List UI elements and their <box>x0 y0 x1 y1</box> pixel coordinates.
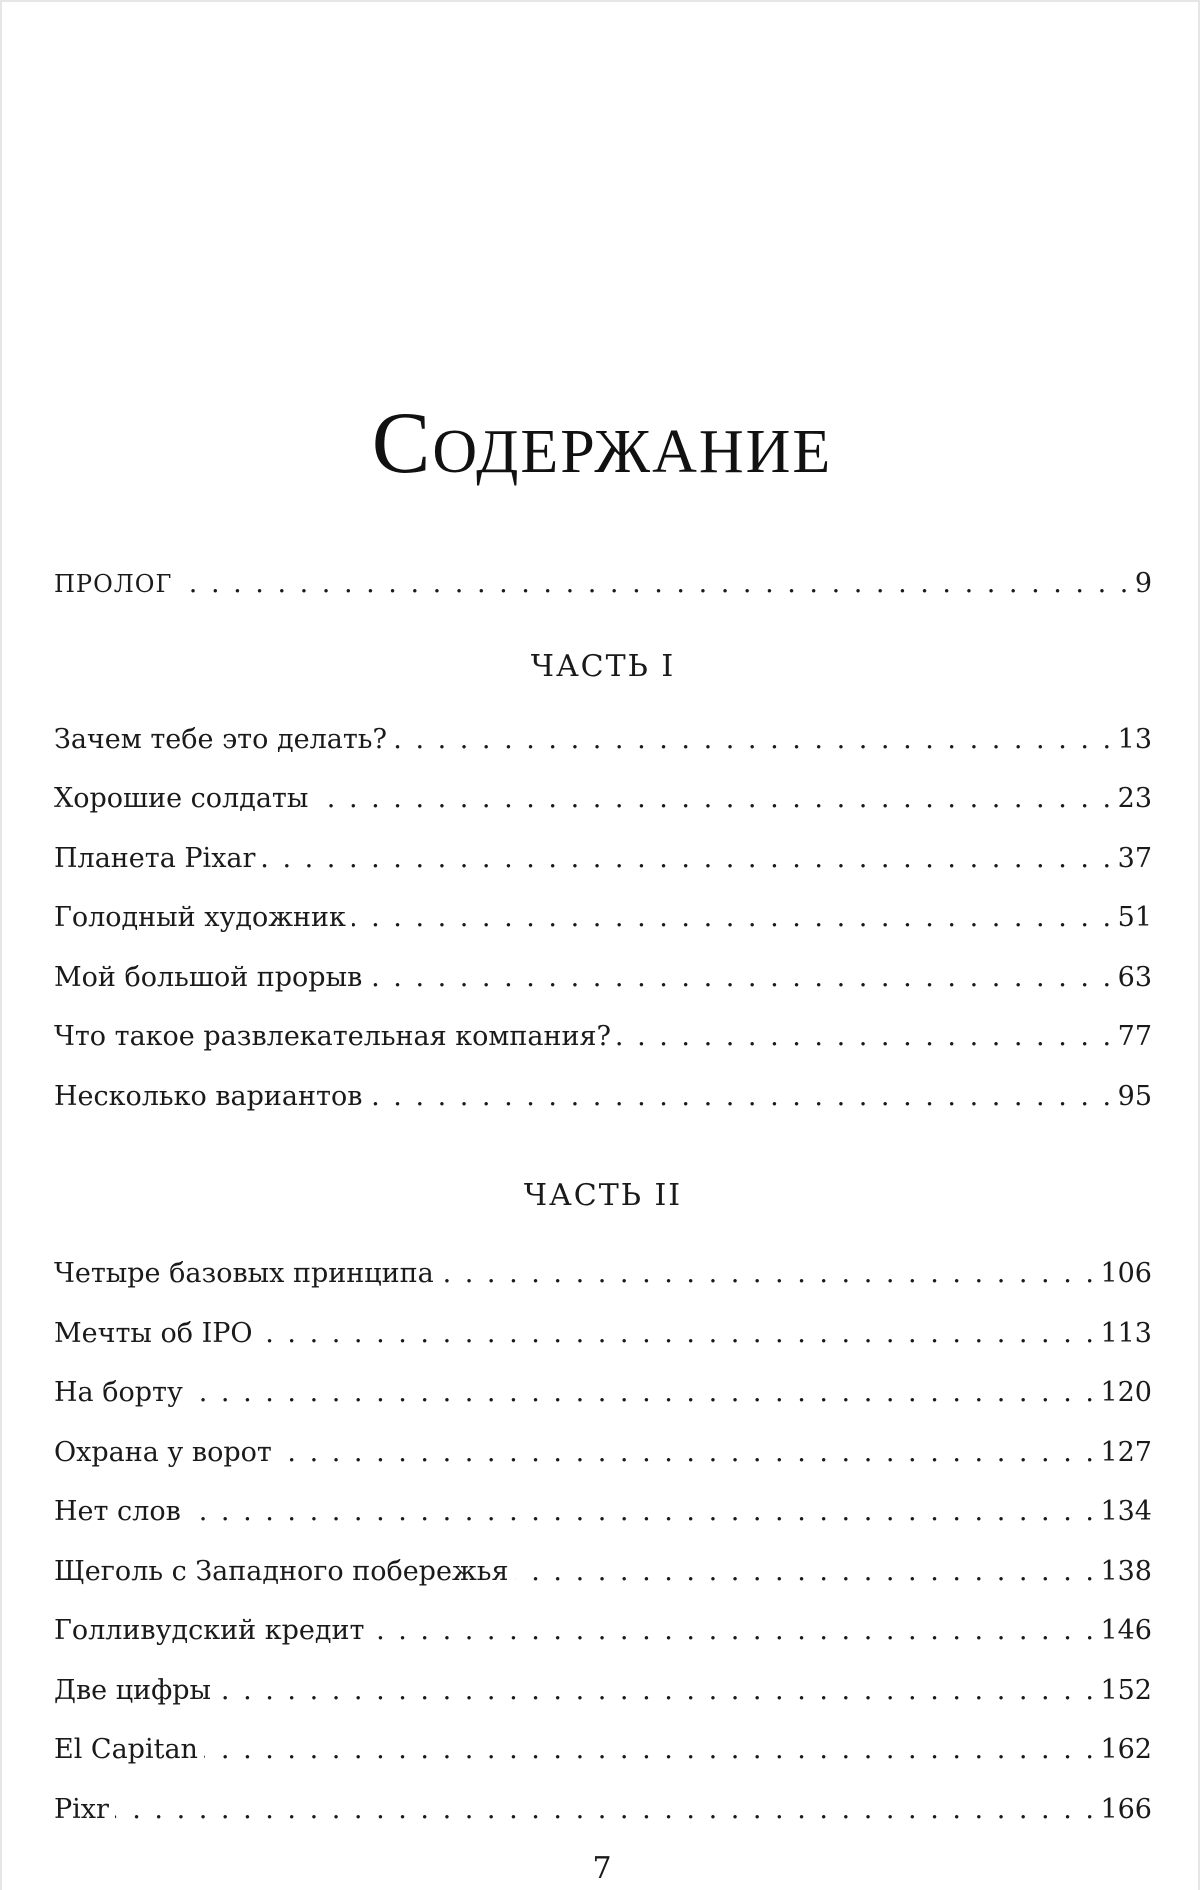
page-number: 7 <box>592 1851 612 1886</box>
toc-entry-page: 120 <box>1096 1379 1152 1406</box>
toc-entry[interactable] <box>54 1304 1152 1364</box>
dot-leader <box>368 964 1113 991</box>
toc-entry-page: 95 <box>1114 1083 1152 1110</box>
toc-entry-page: 152 <box>1096 1677 1152 1704</box>
dot-leader <box>515 1558 1097 1585</box>
dot-leader <box>261 845 1113 872</box>
dot-leader <box>393 726 1114 753</box>
toc-entry-label: Мечты об IPO <box>54 1320 259 1347</box>
dot-leader <box>178 570 1130 597</box>
toc-entry-label: Мой большой прорыв <box>54 964 368 991</box>
toc-entry-page: 146 <box>1096 1617 1152 1644</box>
toc-entry-label: Нет слов <box>54 1498 187 1525</box>
dot-leader <box>440 1260 1097 1287</box>
toc-entry[interactable] <box>54 1482 1152 1542</box>
toc-entry-label: Четыре базовых принципа <box>54 1260 440 1287</box>
dot-leader <box>217 1677 1096 1704</box>
toc-entry-label: Голодный художник <box>54 904 352 931</box>
toc-entry-label: Охрана у ворот <box>54 1439 278 1466</box>
toc-entry-page: 127 <box>1096 1439 1152 1466</box>
toc-entry-page: 13 <box>1114 726 1152 753</box>
toc-entry-page: 138 <box>1096 1558 1152 1585</box>
toc-entry[interactable] <box>54 1363 1152 1423</box>
toc-entry-label: El Capitan <box>54 1736 204 1763</box>
toc-entry-page: 63 <box>1114 964 1152 991</box>
dot-leader <box>368 1083 1113 1110</box>
table-of-contents <box>54 554 1152 1839</box>
toc-entry-label: Несколько вариантов <box>54 1083 368 1110</box>
dot-leader <box>617 1023 1114 1050</box>
dot-leader <box>278 1439 1097 1466</box>
page-title: Содержание <box>371 395 833 492</box>
toc-entry-page: 106 <box>1096 1260 1152 1287</box>
toc-entry[interactable] <box>54 829 1152 889</box>
dot-leader <box>259 1320 1097 1347</box>
dot-leader <box>352 904 1114 931</box>
toc-entry-label: Pixr <box>54 1796 115 1823</box>
toc-entry-page: 134 <box>1096 1498 1152 1525</box>
toc-entry-label: На борту <box>54 1379 189 1406</box>
dot-leader <box>189 1379 1097 1406</box>
toc-entry-label: Зачем тебе это делать? <box>54 726 393 753</box>
dot-leader <box>115 1796 1097 1823</box>
toc-entry[interactable] <box>54 769 1152 829</box>
toc-entry-page: 51 <box>1114 904 1152 931</box>
toc-entry-page: 37 <box>1114 845 1152 872</box>
toc-entry-label: Хорошие солдаты <box>54 785 314 812</box>
dot-leader <box>370 1617 1096 1644</box>
toc-entry-label: ПРОЛОГ <box>54 572 178 596</box>
toc-entry[interactable] <box>54 948 1152 1008</box>
toc-entry-page: 162 <box>1096 1736 1152 1763</box>
toc-entry-label: Щеголь с Западного побережья <box>54 1558 515 1585</box>
toc-entry[interactable] <box>54 1601 1152 1661</box>
toc-entry-page: 23 <box>1114 785 1152 812</box>
toc-entry[interactable] <box>54 1661 1152 1721</box>
toc-entry[interactable] <box>54 1780 1152 1840</box>
toc-entry[interactable] <box>54 710 1152 770</box>
dot-leader <box>314 785 1113 812</box>
part-heading-1: ЧАСТЬ I <box>530 649 676 684</box>
toc-entry[interactable] <box>54 1244 1152 1304</box>
toc-entry[interactable] <box>54 1067 1152 1127</box>
toc-entry-label: Что такое развлекательная компания? <box>54 1023 617 1050</box>
dot-leader <box>204 1736 1097 1763</box>
toc-entry[interactable] <box>54 1542 1152 1602</box>
toc-entry-label: Две цифры <box>54 1677 217 1704</box>
toc-entry[interactable] <box>54 1423 1152 1483</box>
toc-entry-label: Голливудский кредит <box>54 1617 370 1644</box>
toc-entry[interactable] <box>54 1007 1152 1067</box>
dot-leader <box>187 1498 1097 1525</box>
toc-entry[interactable] <box>54 888 1152 948</box>
toc-entry-page: 113 <box>1096 1320 1152 1347</box>
toc-entry-prologue[interactable] <box>54 554 1152 614</box>
toc-entry-page: 9 <box>1131 570 1152 597</box>
part-heading-2: ЧАСТЬ II <box>523 1177 683 1213</box>
toc-entry-label: Планета Pixar <box>54 845 261 872</box>
toc-entry-page: 166 <box>1096 1796 1152 1823</box>
toc-entry-page: 77 <box>1114 1023 1152 1050</box>
toc-entry[interactable] <box>54 1720 1152 1780</box>
